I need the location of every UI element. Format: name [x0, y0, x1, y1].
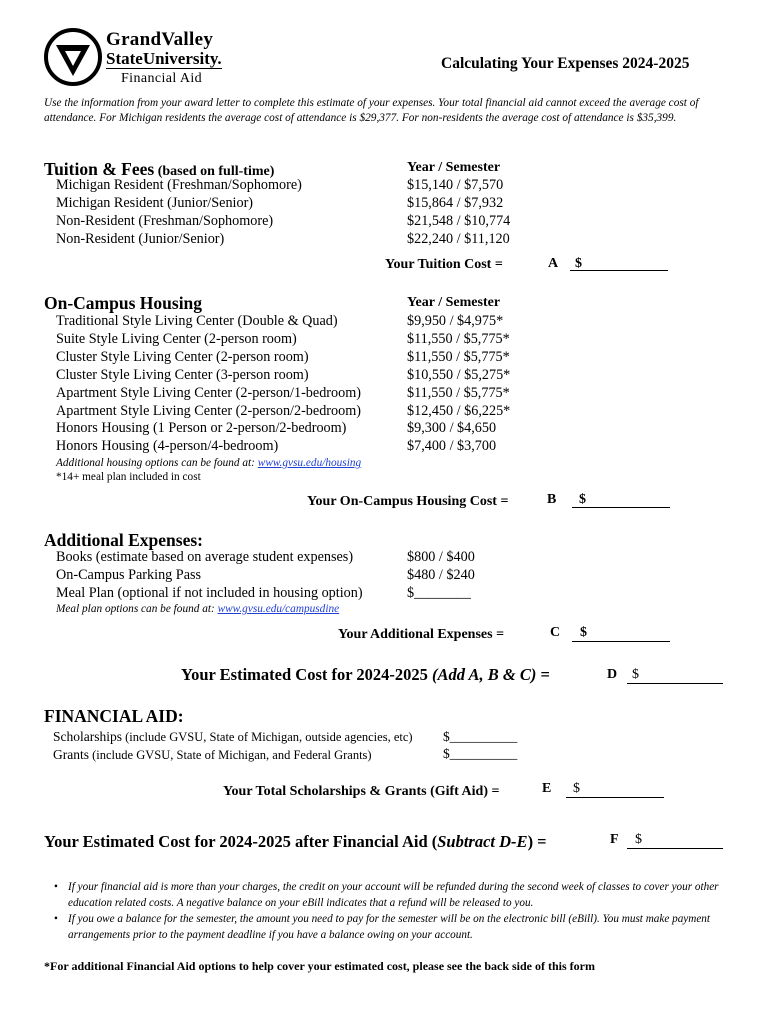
after-aid-label	[44, 832, 547, 852]
scholarships-field[interactable]: $__________	[443, 729, 518, 744]
list-item: Apartment Style Living Center (2-person/1-bedroom)	[56, 384, 361, 401]
estimated-cost-label	[181, 665, 550, 685]
list-item: On-Campus Parking Pass	[56, 566, 202, 583]
financial-aid-values	[443, 728, 517, 762]
list-item: Honors Housing (4-person/4-bedroom)	[56, 438, 279, 455]
housing-link[interactable]: www.gvsu.edu/housing	[257, 457, 362, 469]
tuition-col-header: Year / Semester	[407, 160, 501, 175]
list-value: $11,550 / $5,775*	[407, 330, 510, 347]
list-value: $11,550 / $5,775*	[407, 384, 510, 401]
housing-col-header: Year / Semester	[407, 295, 501, 310]
tuition-heading-text: Tuition & Fees	[44, 159, 155, 179]
gift-aid-total-label: Your Total Scholarships & Grants (Gift Aid) =	[223, 784, 500, 799]
housing-letter: B	[547, 492, 557, 507]
aid-item-label: Scholarships	[53, 729, 122, 744]
list-item: Cluster Style Living Center (3-person room)	[56, 366, 309, 383]
list-item: Traditional Style Living Center (Double & Quad)	[56, 313, 338, 329]
tuition-labels	[56, 177, 302, 249]
estimated-letter: D	[607, 667, 618, 682]
meal-plan-note	[56, 603, 339, 615]
gift-aid-dollar: $	[573, 781, 580, 796]
tuition-cost-field[interactable]	[570, 270, 668, 271]
additional-heading: Additional Expenses:	[44, 530, 203, 550]
list-item: Honors Housing (1 Person or 2-person/2-bedroom)	[56, 420, 347, 437]
list-value: $7,400 / $3,700	[407, 438, 497, 455]
housing-note-text: Additional housing options can be found at:	[56, 457, 258, 469]
financial-aid-labels	[53, 728, 413, 764]
gvsu-logo-mark	[44, 28, 102, 86]
aid-item-note: (include GVSU, State of Michigan, outside agencies, etc)	[122, 730, 413, 744]
page-title: Calculating Your Expenses 2024-2025	[441, 55, 690, 72]
after-aid-equals: ) =	[527, 832, 547, 851]
gift-aid-letter: E	[542, 781, 552, 796]
estimated-cost-formula: (Add A, B & C)	[432, 665, 537, 684]
list-value: $12,450 / $6,225*	[407, 402, 511, 419]
logo-line-2: StateUniversity.	[106, 49, 222, 68]
list-value: $480 / $240	[407, 566, 475, 583]
list-item: Cluster Style Living Center (2-person room)	[56, 348, 309, 365]
housing-cost-field[interactable]	[572, 507, 670, 508]
housing-note	[56, 457, 361, 469]
estimated-dollar: $	[632, 667, 639, 682]
tuition-letter: A	[548, 256, 559, 271]
gvsu-wordmark	[106, 30, 222, 86]
footer-note: *For additional Financial Aid options to help cover your estimated cost, please see the back side of this form	[44, 959, 595, 973]
list-value: $22,240 / $11,120	[407, 230, 510, 247]
list-item: Books (estimate based on average student expenses)	[56, 549, 354, 565]
after-aid-field[interactable]	[627, 848, 723, 849]
list-value: $9,300 / $4,650	[407, 420, 497, 437]
list-item: Meal Plan (optional if not included in housing option)	[56, 584, 363, 601]
intro-paragraph: Use the information from your award letter to complete this estimate of your expenses. Your total financial aid cannot exceed the average cost of attendance. For Michigan residents the average cost of attendance is $29,377. For non-residents the average cost of attendance is $35,399.	[44, 97, 699, 124]
list-item	[53, 728, 413, 746]
meal-plan-footnote: *14+ meal plan included in cost	[56, 471, 201, 483]
housing-heading: On-Campus Housing	[44, 293, 203, 313]
additional-values	[407, 549, 475, 603]
list-item: Non-Resident (Junior/Senior)	[56, 230, 225, 247]
tuition-total-label: Your Tuition Cost =	[385, 257, 503, 272]
list-item: • If your financial aid is more than your charges, the credit on your account will be refunded during the second week of classes to cover your other education related costs. A negative balance on your eBill indicates that a refund will be released to you.	[54, 880, 724, 911]
list-item: Michigan Resident (Freshman/Sophomore)	[56, 177, 302, 193]
list-value: $9,950 / $4,975*	[407, 313, 504, 329]
tuition-values	[407, 177, 510, 249]
gift-aid-field[interactable]	[566, 797, 664, 798]
list-item	[53, 746, 413, 764]
logo-line-3: Financial Aid	[121, 71, 203, 86]
notes-list	[54, 880, 724, 944]
estimated-cost-field[interactable]	[627, 683, 723, 684]
aid-item-note: (include GVSU, State of Michigan, and Federal Grants)	[89, 748, 372, 762]
after-aid-dollar: $	[635, 832, 642, 847]
meal-plan-note-text: Meal plan options can be found at:	[56, 603, 218, 615]
estimated-cost-equals: =	[536, 665, 550, 684]
tuition-dollar: $	[575, 256, 582, 271]
after-aid-formula: Subtract D-E	[437, 832, 528, 851]
estimated-cost-text: Your Estimated Cost for 2024-2025	[181, 665, 433, 684]
additional-total-label: Your Additional Expenses =	[338, 627, 505, 642]
list-item: Apartment Style Living Center (2-person/2-bedroom)	[56, 402, 361, 419]
list-value: $15,140 / $7,570	[407, 177, 504, 193]
list-value: $10,550 / $5,275*	[407, 366, 511, 383]
additional-dollar: $	[580, 625, 587, 640]
list-item: Suite Style Living Center (2-person room)	[56, 330, 297, 347]
financial-aid-heading: FINANCIAL AID:	[44, 706, 184, 726]
aid-item-label: Grants	[53, 747, 89, 762]
logo-line-1: GrandValley	[106, 29, 214, 50]
list-value: $15,864 / $7,932	[407, 194, 504, 211]
grants-field[interactable]: $__________	[443, 746, 518, 761]
list-value: $800 / $400	[407, 549, 475, 565]
meal-plan-field[interactable]: $________	[407, 584, 471, 601]
tuition-heading-note: (based on full-time)	[154, 164, 275, 179]
additional-labels	[56, 549, 363, 603]
list-value: $11,550 / $5,775*	[407, 348, 510, 365]
additional-letter: C	[550, 625, 561, 640]
list-item: Non-Resident (Freshman/Sophomore)	[56, 212, 274, 229]
housing-dollar: $	[579, 492, 586, 507]
campusdine-link[interactable]: www.gvsu.edu/campusdine	[217, 603, 340, 615]
after-aid-text: Your Estimated Cost for 2024-2025 after Financial Aid (	[44, 832, 438, 851]
housing-total-label: Your On-Campus Housing Cost =	[307, 494, 509, 509]
after-aid-letter: F	[610, 832, 619, 847]
list-item: Michigan Resident (Junior/Senior)	[56, 194, 254, 211]
housing-values	[407, 313, 510, 456]
list-value: $21,548 / $10,774	[407, 212, 511, 229]
list-item: • If you owe a balance for the semester, the amount you need to pay for the semester will be on the electronic bill (eBill). You must make payment arrangements prior to the payment deadline if you have a balance owing on your account.	[54, 912, 724, 943]
housing-labels	[56, 313, 361, 456]
additional-cost-field[interactable]	[572, 641, 670, 642]
